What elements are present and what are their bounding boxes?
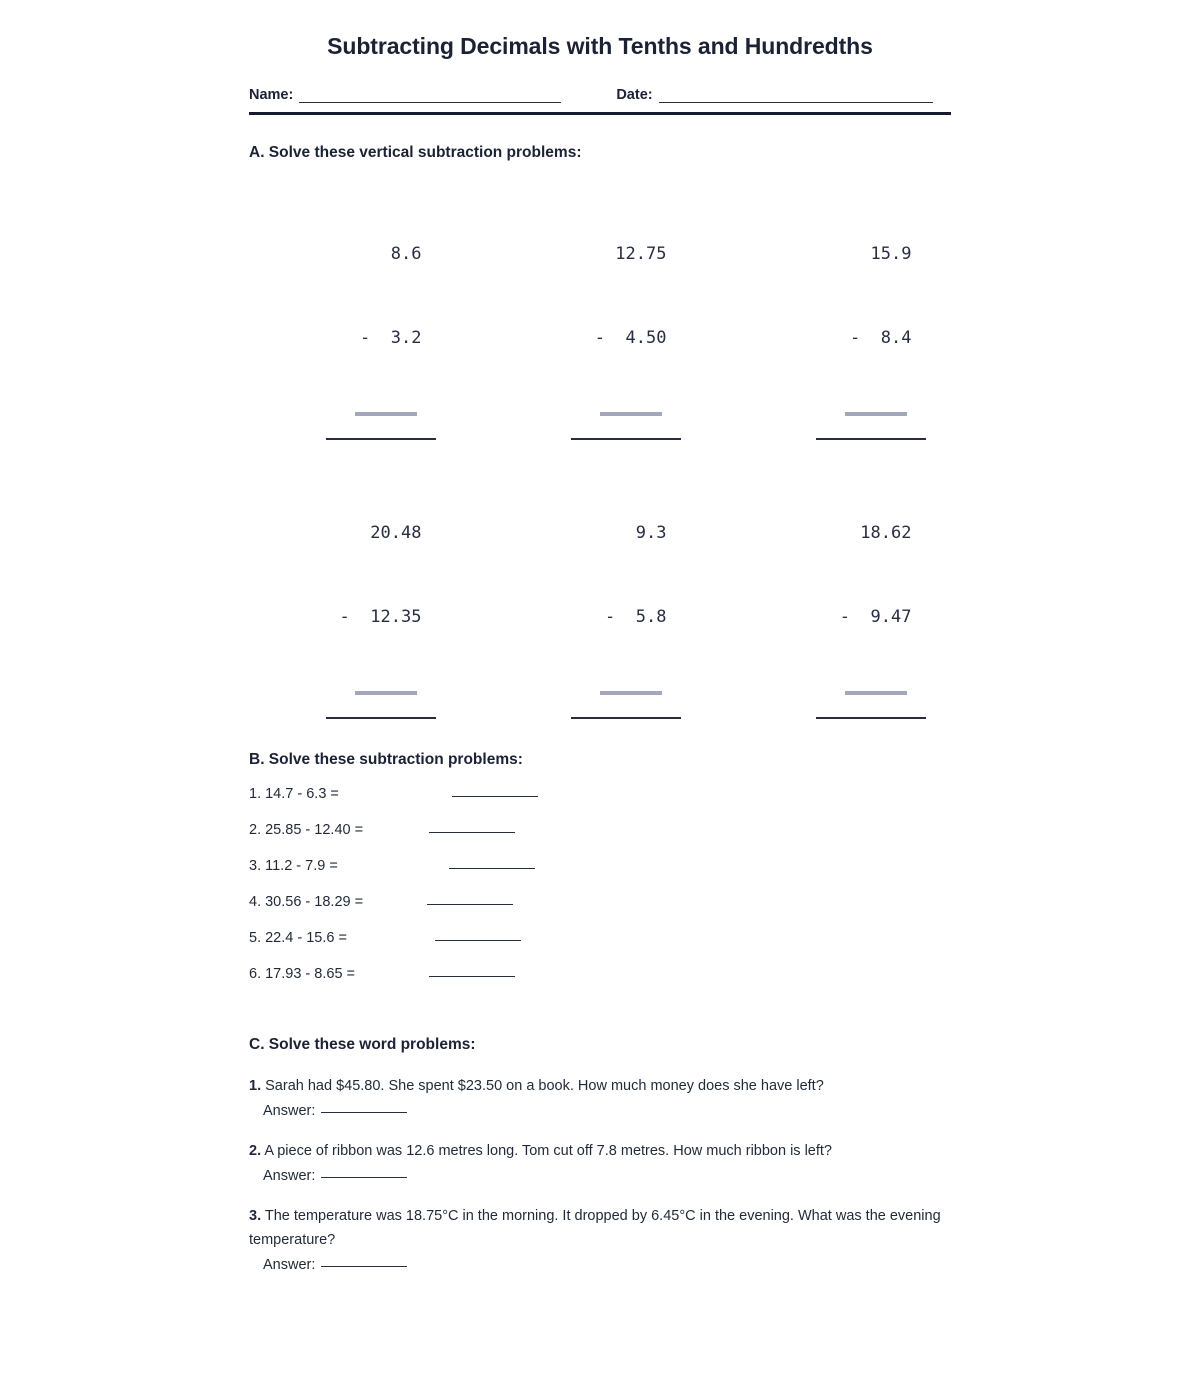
- list-item: [249, 894, 1200, 930]
- vertical-problem: [258, 184, 503, 440]
- vertical-problem-numbers: [340, 184, 422, 408]
- date-label: Date:: [616, 87, 653, 103]
- vertical-answer-blank[interactable]: [326, 717, 436, 719]
- minuend: 12.75: [615, 244, 667, 264]
- expression: 5. 22.4 - 15.6 =: [249, 930, 347, 946]
- vertical-problem-numbers: [830, 184, 912, 408]
- subtrahend: 4.50: [625, 328, 667, 348]
- subtrahend-line: [830, 603, 912, 631]
- list-item: [249, 858, 1200, 894]
- answer-blank[interactable]: [452, 796, 538, 797]
- vertical-problem: [503, 463, 748, 719]
- name-field-group: [249, 87, 561, 103]
- section-b-heading: B. Solve these subtraction problems:: [249, 751, 523, 768]
- word-problem: [249, 1204, 951, 1273]
- subtrahend-line: [585, 324, 667, 352]
- expression: 4. 30.56 - 18.29 =: [249, 894, 364, 910]
- name-date-row: [0, 87, 1200, 103]
- vertical-problems-row-1: [0, 184, 1200, 440]
- subtraction-rule: [355, 412, 417, 416]
- subtrahend: 5.8: [635, 607, 667, 627]
- answer-blank[interactable]: [321, 1266, 407, 1267]
- expression: 3. 11.2 - 7.9 =: [249, 858, 338, 874]
- vertical-answer-blank[interactable]: [326, 438, 436, 440]
- word-problem-body: The temperature was 18.75°C in the morning. It dropped by 6.45°C in the evening. What was the evening temperature?: [249, 1208, 941, 1248]
- minuend: 20.48: [370, 523, 422, 543]
- word-problem-text: [249, 1139, 951, 1163]
- expression: 2. 25.85 - 12.40 =: [249, 822, 364, 838]
- subtrahend: 9.47: [870, 607, 912, 627]
- word-problem: [249, 1139, 951, 1184]
- vertical-problem-numbers: [830, 463, 912, 687]
- subtraction-rule: [600, 691, 662, 695]
- date-input[interactable]: [659, 88, 933, 103]
- word-problem-number: 3.: [249, 1208, 262, 1224]
- list-item: [249, 822, 1200, 858]
- vertical-problem: [748, 463, 993, 719]
- page-title: Subtracting Decimals with Tenths and Hundredths: [327, 33, 873, 59]
- answer-blank[interactable]: [449, 868, 535, 869]
- section-c: [0, 1002, 1200, 1273]
- word-problem-answer-row: [249, 1103, 951, 1119]
- subtrahend: 12.35: [370, 607, 422, 627]
- list-item: [249, 786, 1200, 822]
- section-c-list: [0, 1074, 1200, 1273]
- vertical-problem: [258, 463, 503, 719]
- subtrahend-line: [340, 324, 422, 352]
- word-problem-number: 2.: [249, 1143, 262, 1159]
- subtrahend: 3.2: [390, 328, 422, 348]
- word-problem-body: Sarah had $45.80. She spent $23.50 on a book. How much money does she have left?: [265, 1078, 824, 1094]
- minuend: 18.62: [860, 523, 912, 543]
- minuend: 15.9: [870, 244, 912, 264]
- section-b: [0, 719, 1200, 1002]
- word-problem-answer-row: [249, 1168, 951, 1184]
- date-field-group: [616, 87, 932, 103]
- answer-blank[interactable]: [321, 1112, 407, 1113]
- answer-blank[interactable]: [429, 976, 515, 977]
- name-label: Name:: [249, 87, 294, 103]
- answer-blank[interactable]: [321, 1177, 407, 1178]
- operator: -: [359, 328, 371, 348]
- word-problem-number: 1.: [249, 1078, 262, 1094]
- answer-label: Answer:: [263, 1257, 316, 1273]
- subtrahend-line: [585, 603, 667, 631]
- subtraction-rule: [845, 691, 907, 695]
- vertical-problem-numbers: [585, 184, 667, 408]
- subtrahend-line: [340, 603, 422, 631]
- subtraction-rule: [600, 412, 662, 416]
- subtrahend: 8.4: [880, 328, 912, 348]
- answer-blank[interactable]: [427, 904, 513, 905]
- minuend: 8.6: [390, 244, 422, 264]
- list-item: [249, 966, 1200, 1002]
- answer-blank[interactable]: [435, 940, 521, 941]
- operator: -: [604, 607, 616, 627]
- minuend: 9.3: [635, 523, 667, 543]
- word-problem: [249, 1074, 951, 1119]
- list-item: [249, 930, 1200, 966]
- expression: 1. 14.7 - 6.3 =: [249, 786, 339, 802]
- word-problem-answer-row: [249, 1257, 951, 1273]
- subtraction-rule: [845, 412, 907, 416]
- vertical-answer-blank[interactable]: [816, 717, 926, 719]
- expression: 6. 17.93 - 8.65 =: [249, 966, 356, 982]
- section-a-heading: A. Solve these vertical subtraction problems:: [249, 144, 582, 161]
- vertical-problem: [503, 184, 748, 440]
- word-problem-body: A piece of ribbon was 12.6 metres long. Tom cut off 7.8 metres. How much ribbon is left?: [264, 1143, 832, 1159]
- section-c-heading: C. Solve these word problems:: [249, 1036, 476, 1053]
- word-problem-text: [249, 1204, 951, 1252]
- vertical-problem: [748, 184, 993, 440]
- section-b-list: [0, 786, 1200, 1002]
- vertical-answer-blank[interactable]: [571, 438, 681, 440]
- operator: -: [839, 607, 850, 627]
- operator: -: [849, 328, 861, 348]
- answer-label: Answer:: [263, 1103, 316, 1119]
- vertical-problem-numbers: [585, 463, 667, 687]
- subtraction-rule: [355, 691, 417, 695]
- operator: -: [339, 607, 350, 627]
- answer-blank[interactable]: [429, 832, 515, 833]
- subtrahend-line: [830, 324, 912, 352]
- vertical-answer-blank[interactable]: [816, 438, 926, 440]
- vertical-problems-row-2: [0, 463, 1200, 719]
- word-problem-text: [249, 1074, 951, 1098]
- answer-label: Answer:: [263, 1168, 316, 1184]
- vertical-problem-numbers: [340, 463, 422, 687]
- name-input[interactable]: [299, 88, 561, 103]
- operator: -: [594, 328, 605, 348]
- vertical-answer-blank[interactable]: [571, 717, 681, 719]
